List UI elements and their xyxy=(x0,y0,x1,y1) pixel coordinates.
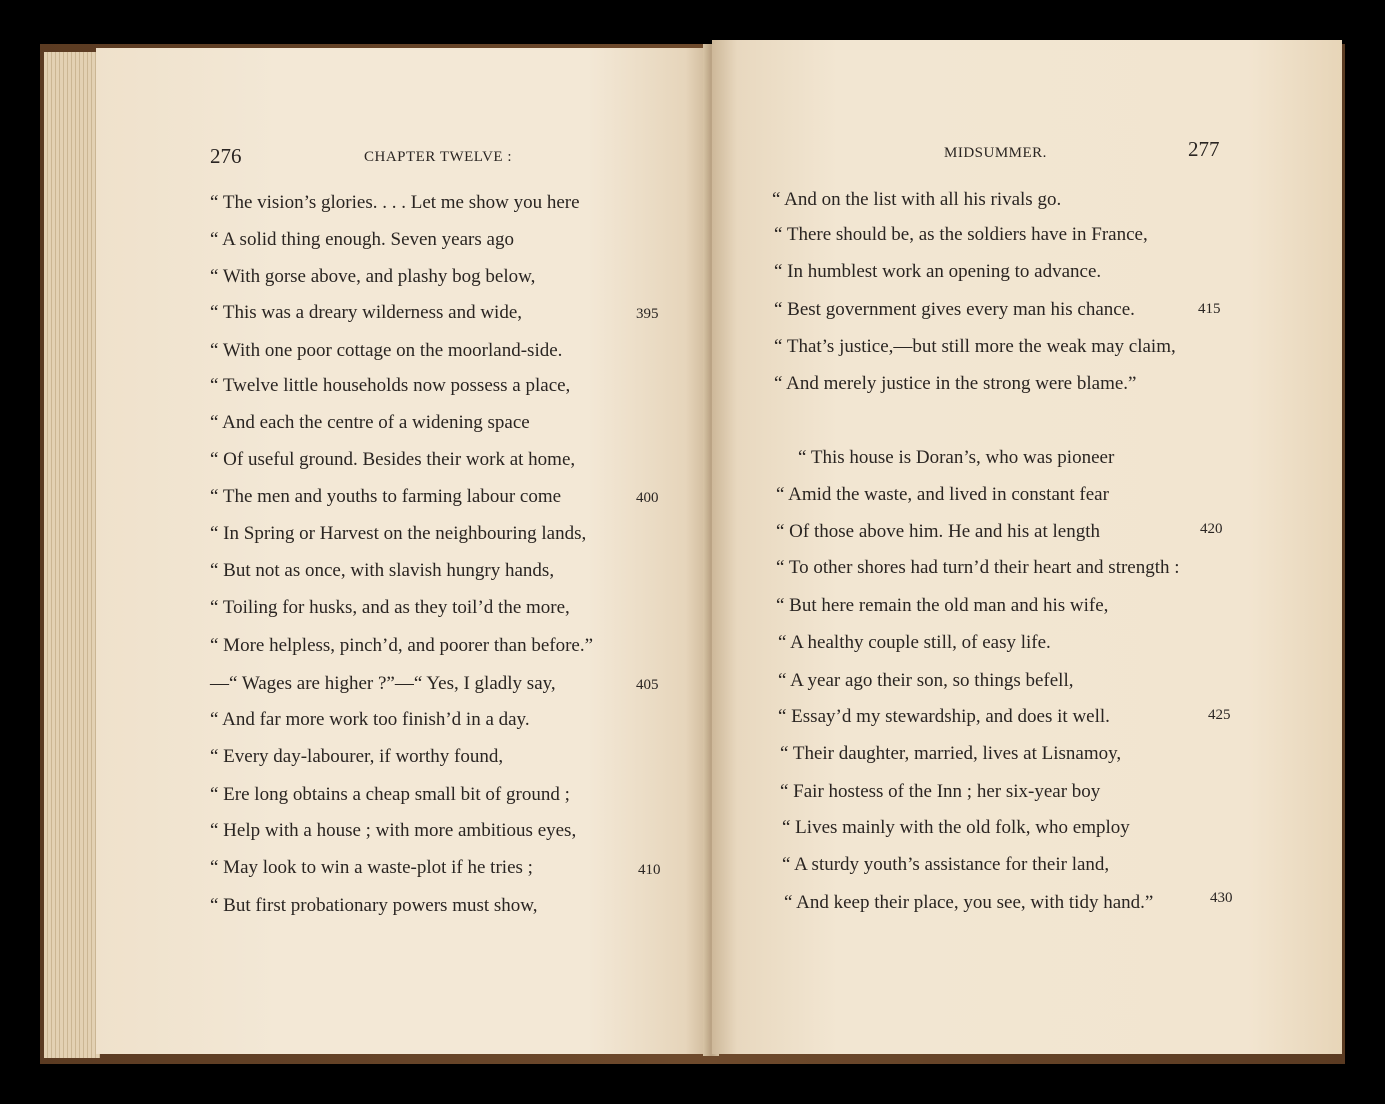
verse-line: “ There should be, as the soldiers have in France, xyxy=(774,224,1148,245)
line-number: 425 xyxy=(1208,707,1231,723)
line-number: 415 xyxy=(1198,301,1221,317)
verse-line: “ A healthy couple still, of easy life. xyxy=(778,632,1051,653)
verse-line: “ A solid thing enough. Seven years ago xyxy=(210,229,514,250)
line-number: 430 xyxy=(1210,890,1233,906)
verse-line: “ Their daughter, married, lives at Lisnamoy, xyxy=(780,743,1122,764)
line-number: 420 xyxy=(1200,521,1223,537)
verse-line: “ And far more work too finish’d in a day. xyxy=(210,709,530,730)
page-block-edges xyxy=(44,52,100,1058)
verse-line: “ To other shores had turn’d their heart and strength : xyxy=(776,557,1180,578)
verse-line: “ The vision’s glories. . . . Let me show you here xyxy=(210,192,580,213)
verse-line: —“ Wages are higher ?”—“ Yes, I gladly say, xyxy=(210,673,556,694)
verse-line: “ The men and youths to farming labour come xyxy=(210,486,562,507)
verse-line: “ And keep their place, you see, with tidy hand.” xyxy=(784,892,1154,913)
right-page xyxy=(712,40,1342,1054)
verse-line: “ With one poor cottage on the moorland-side. xyxy=(210,340,563,361)
verse-line: “ Twelve little households now possess a place, xyxy=(210,375,571,396)
verse-line: “ And merely justice in the strong were blame.” xyxy=(774,373,1137,394)
page-number: 276 xyxy=(210,144,242,168)
verse-line: “ Best government gives every man his chance. xyxy=(774,299,1135,320)
verse-line: “ A year ago their son, so things befell, xyxy=(778,670,1074,691)
running-head: MIDSUMMER. xyxy=(944,145,1047,161)
verse-line: “ May look to win a waste-plot if he tries ; xyxy=(210,857,533,878)
verse-line: “ Fair hostess of the Inn ; her six-year boy xyxy=(780,781,1101,802)
verse-line: “ But first probationary powers must show, xyxy=(210,895,538,916)
line-number: 400 xyxy=(636,490,659,506)
verse-line: “ That’s justice,—but still more the weak may claim, xyxy=(774,336,1176,357)
line-number: 405 xyxy=(636,677,659,693)
verse-line: “ A sturdy youth’s assistance for their land, xyxy=(782,854,1110,875)
verse-line: “ This house is Doran’s, who was pioneer xyxy=(798,447,1115,468)
verse-line: “ Essay’d my stewardship, and does it well. xyxy=(778,706,1110,727)
left-page xyxy=(96,48,710,1054)
verse-line: “ Lives mainly with the old folk, who employ xyxy=(782,817,1130,838)
verse-line: “ But not as once, with slavish hungry hands, xyxy=(210,560,555,581)
page-number: 277 xyxy=(1188,137,1220,161)
line-number: 395 xyxy=(636,306,659,322)
verse-line: “ This was a dreary wilderness and wide, xyxy=(210,302,522,323)
verse-line: “ Every day-labourer, if worthy found, xyxy=(210,746,504,767)
verse-line: “ Ere long obtains a cheap small bit of ground ; xyxy=(210,784,570,805)
verse-line: “ Amid the waste, and lived in constant fear xyxy=(776,484,1109,505)
running-head: CHAPTER TWELVE : xyxy=(364,149,513,165)
line-number: 410 xyxy=(638,862,661,878)
verse-line: “ Toiling for husks, and as they toil’d the more, xyxy=(210,597,570,618)
verse-line: “ In humblest work an opening to advance. xyxy=(774,261,1102,282)
verse-line: “ And each the centre of a widening space xyxy=(210,412,530,433)
verse-line: “ Of useful ground. Besides their work at home, xyxy=(210,449,576,470)
verse-line: “ But here remain the old man and his wife, xyxy=(776,595,1109,616)
verse-line: “ More helpless, pinch’d, and poorer than before.” xyxy=(210,635,594,656)
verse-line: “ In Spring or Harvest on the neighbouring lands, xyxy=(210,523,587,544)
verse-line: “ And on the list with all his rivals go. xyxy=(772,189,1062,210)
verse-line: “ Of those above him. He and his at length xyxy=(776,521,1100,542)
verse-line: “ Help with a house ; with more ambitious eyes, xyxy=(210,820,577,841)
verse-line: “ With gorse above, and plashy bog below, xyxy=(210,266,536,287)
